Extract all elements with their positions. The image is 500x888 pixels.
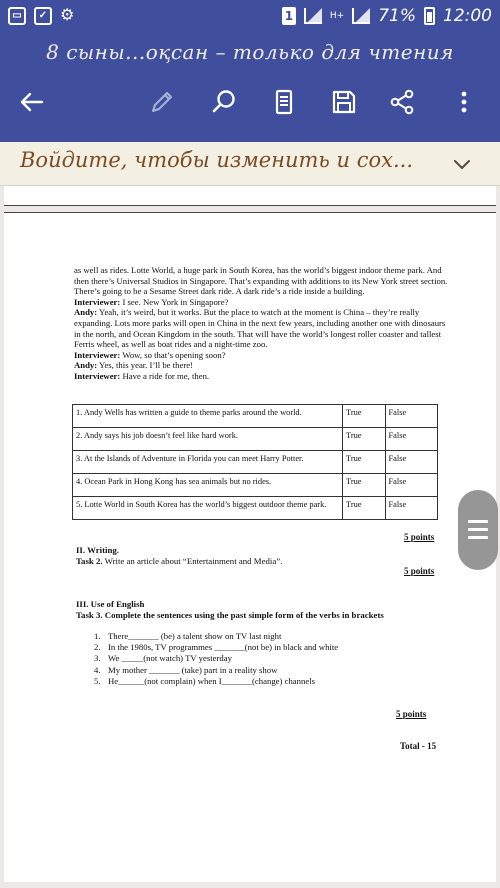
back-button[interactable] [10, 80, 54, 124]
writing-heading: II. Writing. [76, 545, 119, 555]
edit-button[interactable] [140, 80, 184, 124]
sign-in-banner-text: Войдите, чтобы изменить и сох... [20, 148, 414, 172]
settings-notification-icon: ⚙ [60, 7, 75, 24]
dialogue-line: Interviewer: I see. New York in Singapore? [74, 296, 229, 307]
list-item: 4. My mother _______ (take) part in a reality show [94, 664, 278, 675]
table-row [73, 451, 438, 474]
true-cell: True [343, 428, 386, 451]
writing-section [76, 545, 282, 567]
signal-strength-icon [304, 8, 322, 24]
reading-mode-icon [270, 88, 298, 116]
share-button[interactable] [380, 80, 424, 124]
reading-mode-button[interactable] [262, 80, 306, 124]
document-title: 8 сыны...оқсан – только для чтения [46, 40, 454, 64]
use-of-english-section [76, 599, 384, 621]
chevron-down-icon[interactable] [452, 154, 472, 174]
table-row [73, 405, 438, 428]
status-bar [0, 0, 500, 34]
writing-task: Task 2. Write an article about “Entertainment and Media”. [76, 555, 283, 566]
points-label-use-of-english: 5 points [396, 709, 427, 719]
app-bar [0, 34, 500, 142]
signal-strength-icon-2 [352, 8, 370, 24]
false-cell: False [385, 474, 438, 497]
true-cell: True [343, 474, 386, 497]
use-of-english-heading: III. Use of English [76, 599, 145, 609]
previous-page-edge [4, 186, 496, 206]
battery-icon [424, 7, 435, 25]
save-icon [330, 88, 358, 116]
battery-percent: 71% [378, 6, 416, 26]
list-item: 1. There_______ (be) a talent show on TV last night [94, 631, 282, 641]
save-button[interactable] [322, 80, 366, 124]
list-item: 5. He______(not complain) when I_______(change) channels [94, 675, 315, 686]
dialogue-line: Interviewer: Wow, so that’s opening soon? [74, 349, 226, 360]
more-options-button[interactable] [442, 80, 486, 124]
false-cell: False [385, 497, 438, 520]
gallery-notification-icon: ▭ [8, 7, 26, 25]
bag-notification-icon: ✓ [34, 7, 52, 25]
points-label-writing: 5 points [404, 566, 435, 576]
search-button[interactable] [202, 80, 246, 124]
clock: 12:00 [443, 6, 492, 26]
edit-pencil-icon [148, 88, 176, 116]
dialogue-line: Andy: Yeah, it’s weird, but it works. But the place to watch at the moment is China – they’re really expanding. Lots more parks will open in China in the next few years, including another one with dinosaurs in the north, and Ocean Kingdom in the south. That will have the world’s longest roller coaster and tallest Ferris wheel, as well as boat rides and a night-time zoo. [74, 307, 446, 350]
statement-cell: 5. Lotte World in South Korea has the world’s biggest outdoor theme park. [73, 497, 343, 520]
sign-in-banner[interactable] [0, 142, 500, 186]
table-row [73, 497, 438, 520]
true-false-table [72, 404, 438, 520]
statement-cell: 2. Andy says his job doesn’t feel like hard work. [73, 428, 343, 451]
network-type: H+ [329, 10, 345, 21]
reading-passage [74, 265, 452, 382]
true-cell: True [343, 405, 386, 428]
points-label-reading: 5 points [404, 532, 435, 542]
toolbar [0, 80, 500, 130]
scroll-handle[interactable] [458, 490, 498, 570]
statement-cell: 3. At the Islands of Adventure in Florida you can meet Harry Potter. [73, 451, 343, 474]
use-of-english-task: Task 3. Complete the sentences using the past simple form of the verbs in brackets [76, 609, 384, 620]
passage-paragraph: as well as rides. Lotte World, a huge park in South Korea, has the world’s biggest indoor theme park. And then there’s Universal Studios in Singapore. That’s expanding with additions to its New York street section. There’s going to be a Sesame Street dark ride. A dark ride’s a ride inside a building. [74, 265, 448, 297]
table-row [73, 428, 438, 451]
total-score: Total - 15 [400, 741, 437, 751]
dialogue-line: Interviewer: Have a ride for me, then. [74, 370, 210, 381]
back-arrow-icon [18, 88, 46, 116]
exercise-list [94, 631, 338, 687]
list-item: 3. We _____(not watch) TV yesterday [94, 653, 232, 664]
false-cell: False [385, 451, 438, 474]
statement-cell: 1. Andy Wells has written a guide to theme parks around the world. [73, 405, 343, 428]
true-cell: True [343, 451, 386, 474]
false-cell: False [385, 428, 438, 451]
document-page [4, 212, 496, 882]
more-options-icon [450, 88, 478, 116]
search-icon [210, 88, 238, 116]
sim-indicator: 1 [282, 7, 296, 25]
table-row [73, 474, 438, 497]
statement-cell: 4. Ocean Park in Hong Kong has sea animals but no rides. [73, 474, 343, 497]
list-item: 2. In the 1980s, TV programmes _______(not be) in black and white [94, 642, 339, 653]
dialogue-line: Andy: Yes, this year. I’ll be there! [74, 360, 193, 371]
false-cell: False [385, 405, 438, 428]
share-icon [388, 88, 416, 116]
true-cell: True [343, 497, 386, 520]
